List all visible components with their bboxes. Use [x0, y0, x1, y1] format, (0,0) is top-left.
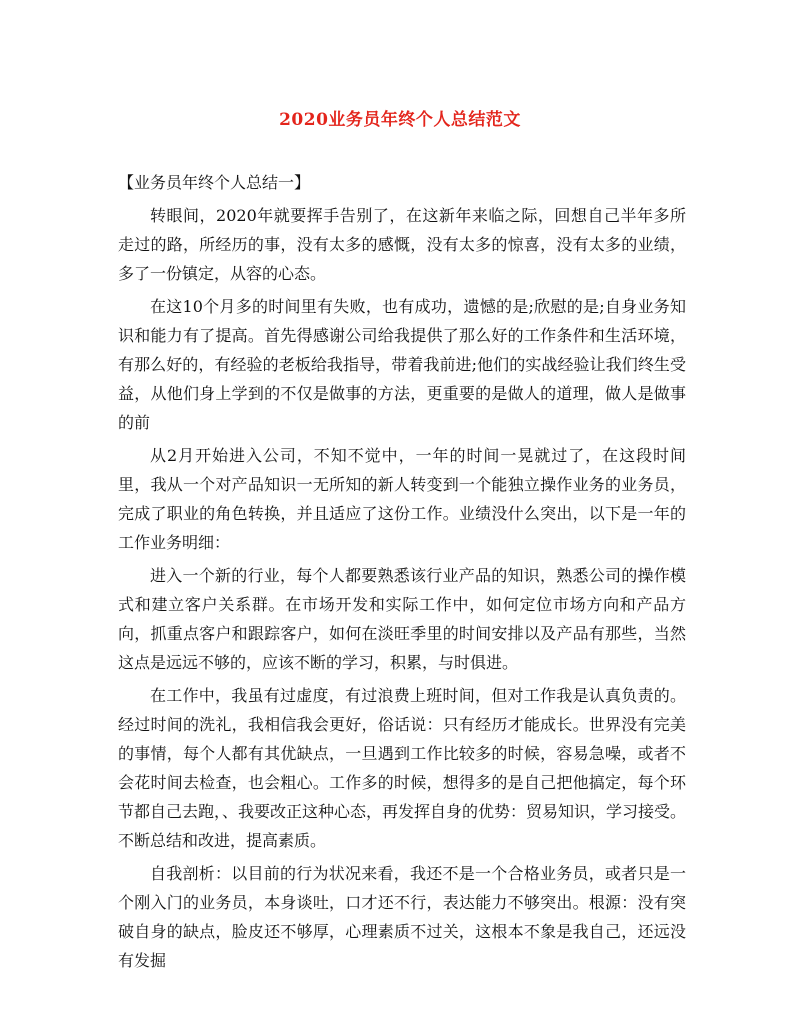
paragraph-4: 进入一个新的行业，每个人都要熟悉该行业产品的知识，熟悉公司的操作模式和建立客户关系群。在市场开发和实际工作中，如何定位市场方向和产品方向，抓重点客户和跟踪客户，如何在淡旺季里的时间安排以及产品有那些，当然这点是远远不够的，应该不断的学习，积累，与时俱进。	[118, 566, 686, 672]
document-body	[118, 168, 686, 975]
paragraph-5: 在工作中，我虽有过虚度，有过浪费上班时间，但对工作我是认真负责的。经过时间的洗礼，我相信我会更好，俗话说：只有经历才能成长。世界没有完美的事情，每个人都有其优缺点，一旦遇到工作比较多的时候，容易急噪，或者不会花时间去检查，也会粗心。工作多的时候，想得多的是自己把他搞定，每个环节都自己去跑，、我要改正这种心态，再发挥自身的优势：贸易知识，学习接受。不断总结和改进，提高素质。	[118, 686, 687, 850]
paragraph-1: 转眼间，2020年就要挥手告别了，在这新年来临之际，回想自己半年多所走过的路，所经历的事，没有太多的感慨，没有太多的惊喜，没有太多的业绩，多了一份镇定，从容的心态。	[118, 206, 686, 283]
document-title: 2020业务员年终个人总结范文	[279, 110, 521, 130]
section-heading: 【业务员年终个人总结一】	[118, 173, 311, 192]
paragraph-2: 在这10个月多的时间里有失败，也有成功，遗憾的是;欣慰的是;自身业务知识和能力有了提高。首先得感谢公司给我提供了那么好的工作条件和生活环境，有那么好的，有经验的老板给我指导，带着我前进;他们的实战经验让我们终生受益，从他们身上学到的不仅是做事的方法，更重要的是做人的道理，做人是做事的前	[118, 297, 686, 432]
paragraph-3: 从2月开始进入公司，不知不觉中，一年的时间一晃就过了，在这段时间里，我从一个对产品知识一无所知的新人转变到一个能独立操作业务的业务员，完成了职业的角色转换，并且适应了这份工作。业绩没什么突出，以下是一年的工作业务明细：	[118, 446, 686, 552]
paragraph-6: 自我剖析：以目前的行为状况来看，我还不是一个合格业务员，或者只是一个刚入门的业务员，本身谈吐，口才还不行，表达能力不够突出。根源：没有突破自身的缺点，脸皮还不够厚，心理素质不过关，这根本不象是我自己，还远没有发掘	[118, 864, 686, 970]
